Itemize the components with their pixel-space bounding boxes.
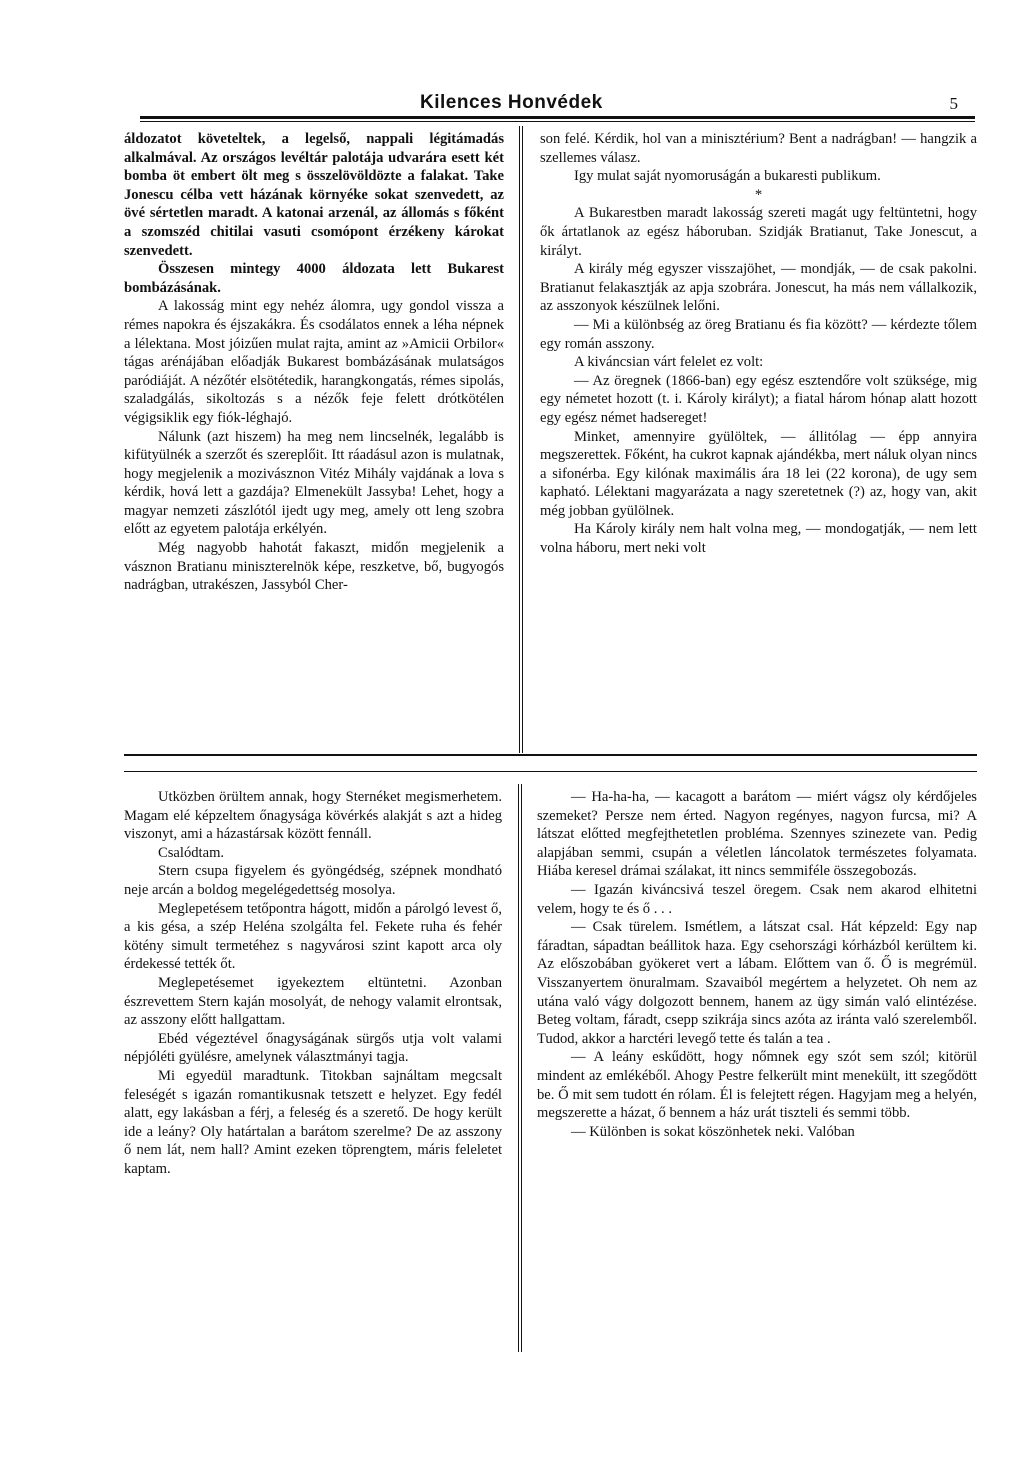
column-divider <box>519 126 523 753</box>
column-top-right <box>540 130 977 558</box>
running-head <box>140 92 970 116</box>
paragraph: — Igazán kiváncsivá teszel öregem. Csak nem akarod elhitetni velem, hogy te és ő . . . <box>537 881 977 917</box>
paragraph: — Különben is sokat köszönhetek neki. Valóban <box>571 1123 855 1140</box>
column-bottom-right <box>537 788 977 1141</box>
paragraph: Mi egyedül maradtunk. Titokban sajnáltam megcsalt feleségét s igazán romantikusnak tetszett e helyzet. Egy fedél alatt, egy lakásban a férj, a feleség és a szerető. De hogy került ide a leány? Oly határtalan a barátom szerelme? De az asszony ő nem lát, nem hall? Amint ezeken töprengtem, máris feleletet kaptam. <box>124 1067 502 1177</box>
paragraph: — A leány eskűdött, hogy nőmnek egy szót sem szól; kitörül mindent az emlékéből. Ahogy Pestre felkerült mint menekült, itt szegődött be. Ő mit sem tudott én rólam. Él is felejtett régen. Hagyjam meg a helyén, megszerette a házat, ő bennem a ház urát tiszteli és semmi több. <box>537 1049 977 1122</box>
header-double-rule <box>140 116 975 122</box>
section-rule <box>124 754 977 756</box>
paragraph: Összesen mintegy 4000 áldozata lett Bukarest bombázásának. <box>124 261 504 296</box>
column-bottom-left <box>124 788 502 1178</box>
paragraph: Ha Károly király nem halt volna meg, — mondogatják, — nem lett volna háboru, mert neki volt <box>540 521 977 557</box>
paragraph: Meglepetésem tetőpontra hágott, midőn a párolgó levest ő, a kis gésa, a szép Heléna szolgálta fel. Fekete ruha és fehér kötény simult termetéhez s nagyvárosi szint kapott arca oly érdekessé tették őt. <box>124 900 502 973</box>
paragraph: Stern csupa figyelem és gyöngédség, szépnek mondható neje arcán a boldog megelégedettség mosolya. <box>124 863 502 898</box>
paragraph: — Mi a különbség az öreg Bratianu és fia között? — kérdezte tőlem egy román asszony. <box>540 316 977 352</box>
paragraph: Meglepetésemet igyekeztem eltüntetni. Azonban észrevettem Stern kaján mosolyát, de nehogy valamit elrontsak, az asszony előtt hallgattam. <box>124 974 502 1029</box>
paragraph: A kiváncsian várt felelet ez volt: <box>574 354 764 371</box>
paragraph: Nálunk (azt hiszem) ha meg nem lincselnék, legalább is kifütyülnék a szerzőt és szereplőit. Itt ráadásul azon is mulatnak, hogy megjelenik a mozivásznon Vitéz Mihály vajdának a lova s kérdik, hová lett a gazdája? Elmenekült Jassyba! Lehet, hogy a magyar nemzeti zászlótól ijedt ugy meg, amely ott leng szobra előtt az egyetem palotája erkélyén. <box>124 428 504 538</box>
paragraph: A Bukarestben maradt lakosság szereti magát ugy feltüntetni, hogy ők ártatlanok az egész háboruban. Szidják Bratianut, Take Jonescut, a királyt. <box>540 205 977 259</box>
section-rule <box>124 771 977 772</box>
paragraph: — Az öregnek (1866-ban) egy egész esztendőre volt szüksége, mig egy németet hozott (t. i. Károly királyt); a fiatal három hónap alatt hozott egy egész német hadsereget! <box>540 372 977 426</box>
paragraph: Utközben örültem annak, hogy Sternéket megismerhetem. Magam elé képzeltem őnagysága kövérkés alakját s azt a hideg viszonyt, ami a házastársak között fennáll. <box>124 789 502 843</box>
paragraph: son felé. Kérdik, hol van a minisztérium? Bent a nadrágban! — hangzik a szellemes válasz. <box>540 131 977 166</box>
page-number: 5 <box>949 94 958 113</box>
paragraph: — Csak türelem. Ismétlem, a látszat csal. Hát képzeld: Egy nap fáradtan, sápadtan beállitok haza. Egy csehországi kórházból kerültem ki. Az előszobában gyökeret vert a lábam. Előttem van ő. Ő is megrémül. Visszanyertem önuralmam. Szavaiból megértem a helyzetet. Oh nem az utána való vágy dolgozott bennem, hanem az ügy simán való elintézése. Beteg voltam, fáradt, csepp szikrája sincs azóta az iránta való szerelemből. Tudod, akkor a harctéri levegő tette és talán a tea . <box>537 919 977 1047</box>
paragraph: Csalódtam. <box>158 844 225 861</box>
paragraph: áldozatot követeltek, a legelső, nappali légitámadás alkalmával. Az országos levéltár palotája udvarára esett két bomba öt embert ölt meg s összelövöldözte a falakat. Take Jonescu célba vett házának környéke sokat szenvedett, az övé sértetlen maradt. A katonai arzenál, az állomás s főként a szomszéd chitilai vasuti csomópont érzékeny károkat szenvedett. <box>124 131 504 259</box>
column-divider <box>518 784 522 1352</box>
running-title: Kilences Honvédek <box>420 92 603 113</box>
paragraph: — Ha-ha-ha, — kacagott a barátom — miért vágsz oly kérdőjeles szemeket? Persze nem érted. Nagyon regényes, nagyon furcsa, mi? A látszat előtted megfejthetetlen probléma. Szennyes szinezete van. Pedig alapjában semmi, csupán a véletlen láncolatok természetes folyamata. Hiába keresel drámai szálakat, itt nincs semmiféle összegobozás. <box>537 789 977 880</box>
paragraph: Minket, amennyire gyülöltek, — állitólag — épp annyira megszerettek. Főként, ha cukrot kapnak ajándékba, mert náluk olyan nincs a sifonérba. Egy kilónak maximális ára 18 lei (22 korona), de ugy sem kapható. Lélektani magyarázata a nagy szeretetnek (?) az, hogy van, akit még jobban gyülölnek. <box>540 428 977 519</box>
column-top-left <box>124 130 504 595</box>
paragraph: A király még egyszer visszajöhet, — mondják, — de csak pakolni. Bratianut felakasztják az apja szobrára. Jonescut, ha más nem vállalkozik, az asszonyok készülnek lelőni. <box>540 261 977 315</box>
section-asterisk: * <box>754 186 763 203</box>
paragraph: Még nagyobb hahotát fakaszt, midőn megjelenik a vásznon Bratianu miniszterelnök képe, reszketve, bő, bugyogós nadrágban, utrakészen, Jassyból Cher- <box>124 540 504 594</box>
paragraph: Ebéd végeztével őnagyságának sürgős utja volt valami népjóléti gyülésre, amelynek választmányi tagja. <box>124 1030 502 1066</box>
paragraph: Igy mulat saját nyomoruságán a bukaresti publikum. <box>574 168 881 185</box>
paragraph: A lakosság mint egy nehéz álomra, ugy gondol vissza a rémes napokra és éjszakákra. És csodálatos ennek a léha népnek a lélektana. Most jóizűen mulat rajta, amint az »Amicii Orbilor« tágas arénájában előadják Bukarest bombázásának mulatságos paródiáját. A nézőtér elsötétedik, harangkongatás, rémes sipolás, szaladgálás, sikoltozás s a nézők feje felett drótkötélen végigsiklik egy fiók-léghajó. <box>124 298 504 426</box>
